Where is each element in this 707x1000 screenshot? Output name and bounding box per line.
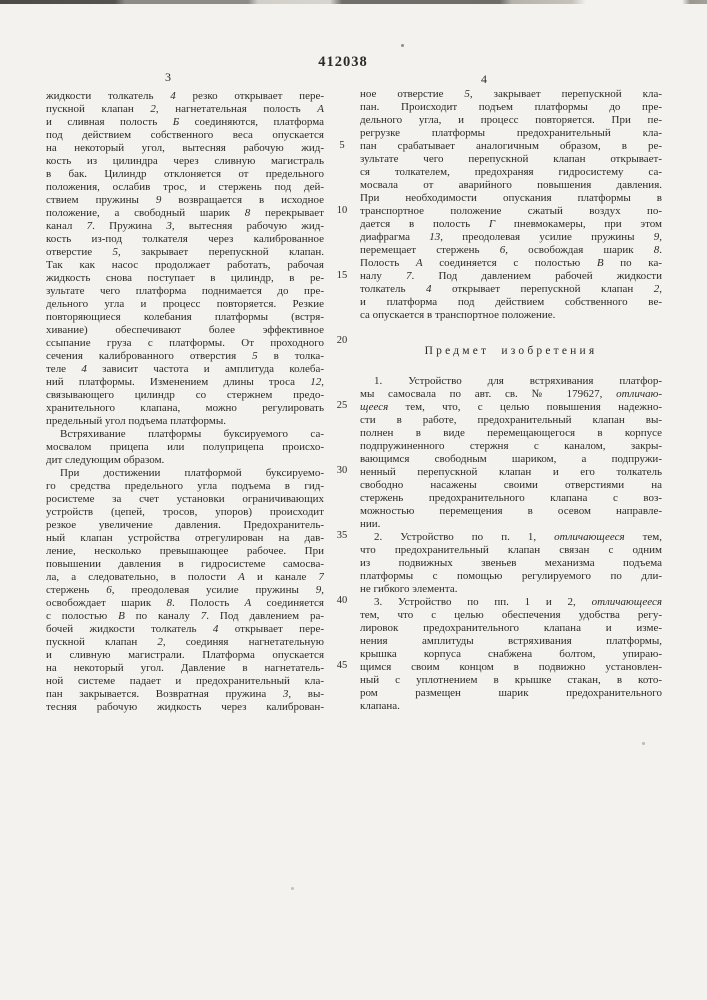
gutter-line-number: 5 xyxy=(339,140,345,151)
text-line: зультате чего платформа поднимается до пре- xyxy=(46,285,324,297)
right-column-text xyxy=(360,88,662,322)
text-line: дается в полость Г пневмокамеры, при этом xyxy=(360,218,662,230)
gutter-line-number: 35 xyxy=(336,530,348,541)
text-line: жидкости толкатель 4 резко открывает пере- xyxy=(46,90,324,102)
text-line: освобождает шарик 8. Полость А соединяется xyxy=(46,597,324,609)
claims-section-heading: Предмет изобретения xyxy=(424,345,598,357)
text-line: росистеме за счет установки ограничивающих xyxy=(46,493,324,505)
text-line: Встряхивание платформы буксируемого са- xyxy=(60,428,324,440)
gutter-line-number: 30 xyxy=(336,465,348,476)
text-line: пан закрывается. Возвратная пружина 3, вы- xyxy=(46,688,324,700)
gutter-line-number: 40 xyxy=(336,595,348,606)
text-line: ный клапан устройства отрегулирован на дав- xyxy=(46,532,324,544)
text-line: лировок предохранительного клапана и изме- xyxy=(360,622,662,634)
text-line: пускной клапан 2, соединяя нагнетательную xyxy=(46,636,324,648)
text-line: диафрагма 13, преодолевая усилие пружины 9, xyxy=(360,231,662,243)
scan-speck xyxy=(291,887,294,890)
text-line: стержень предохранительного клапана с воз- xyxy=(360,492,662,504)
text-line: щееся тем, что, с целью повышения надежно- xyxy=(360,401,662,413)
text-line: платформы с помощью регулируемого по дли- xyxy=(360,570,662,582)
text-line: 2. Устройство по п. 1, отличающееся тем, xyxy=(374,531,662,543)
text-line: регрузке платформы предохранительный кла- xyxy=(360,127,662,139)
text-line: повторяющиеся колебания платформы (встря- xyxy=(46,311,324,323)
text-line: вающимся свободным шариком, а подпружи- xyxy=(360,453,662,465)
text-line: тесняя рабочую жидкость через калиброван- xyxy=(46,701,324,713)
text-line: теле 4 зависит частота и амплитуда колеба- xyxy=(46,363,324,375)
text-line: из подвижных звеньев механизма подъема xyxy=(360,557,662,569)
text-line: сечения калиброванного отверстия 5 в толка- xyxy=(46,350,324,362)
text-line: хивание) обеспечивают более эффективное xyxy=(46,324,324,336)
text-line: мосвалом прицепа или полуприцепа происхо- xyxy=(46,441,324,453)
text-line: кость из цилиндра через сливную магистраль xyxy=(46,155,324,167)
scan-speck xyxy=(401,44,404,47)
text-line: не гибкого элемента. xyxy=(360,583,458,595)
text-line: щимся своим концом в подвижно установлен- xyxy=(360,661,662,673)
text-line: отверстие 5, закрывает перепускной клапан. xyxy=(46,246,324,258)
text-line: ла, а следовательно, в полости А и канале 7 xyxy=(46,571,324,583)
text-line: кость из-под толкателя через калиброванное xyxy=(46,233,324,245)
text-line: дит следующим образом. xyxy=(46,454,165,466)
gutter-line-number: 25 xyxy=(336,400,348,411)
gutter-line-number: 15 xyxy=(336,270,348,281)
text-line: са опускается в транспортное положение. xyxy=(360,309,556,321)
text-line: транспортное положение сжатый воздух по- xyxy=(360,205,662,217)
text-line: го средства предельного угла подъема в гид- xyxy=(46,480,324,492)
text-line: нии. xyxy=(360,518,381,530)
text-line: предельный угол подъема платформы. xyxy=(46,415,226,427)
column-number-left: 3 xyxy=(165,70,171,84)
text-line: ное отверстие 5, закрывает перепускной кла- xyxy=(360,88,662,100)
gutter-line-number: 10 xyxy=(336,205,348,216)
text-line: устройств (цепей, тросов, упоров) происходит xyxy=(46,506,324,518)
scan-speck xyxy=(642,742,645,745)
gutter-line-number: 45 xyxy=(336,660,348,671)
scan-artifact-top-edge xyxy=(0,0,707,4)
text-line: ссыпание груза с платформы. От проходного xyxy=(46,337,324,349)
left-column-text xyxy=(46,90,324,714)
text-line: нения амплитуды встряхивания платформы, xyxy=(360,635,662,647)
claims-text xyxy=(360,375,662,713)
text-line: ный с уплотнением в крышке стакан, в кото- xyxy=(360,674,662,686)
text-line: на некоторый угол. Давление в нагнетатель- xyxy=(46,662,324,674)
text-line: ром размещен шарик предохранительного xyxy=(360,687,662,699)
text-line: и платформа под действием собственного ве- xyxy=(360,296,662,308)
text-line: что предохранительный клапан связан с одним xyxy=(360,544,662,556)
text-line: можностью перемещения в осевом направле- xyxy=(360,505,662,517)
text-line: сти в работе, предохранительный клапан вы- xyxy=(360,414,662,426)
text-line: зультате чего перепускной клапан открывает- xyxy=(360,153,662,165)
text-line: дельного угла и процесс повторяется. Резкие xyxy=(46,298,324,310)
text-line: связывающего цилиндр со стержнем предо- xyxy=(46,389,324,401)
text-line: крышка корпуса снабжена болтом, упираю- xyxy=(360,648,662,660)
text-line: ление, несколько превышающее рабочее. При xyxy=(46,545,324,557)
text-line: тем, что с целью обеспечения удобства регу- xyxy=(360,609,662,621)
text-line: мосвала от аварийного повышения давления. xyxy=(360,179,662,191)
text-line: 1. Устройство для встряхивания платфор- xyxy=(374,375,662,387)
text-line: в бак. Цилиндр отклоняется от предельного xyxy=(46,168,324,180)
gutter-line-number: 20 xyxy=(336,335,348,346)
text-line: ний платформы. Изменением длины троса 12, xyxy=(46,376,324,388)
text-line: Так как насос продолжает работать, рабочая xyxy=(46,259,324,271)
text-line: и сливную магистрали. Платформа опускается xyxy=(46,649,324,661)
text-line: налу 7. Под давлением рабочей жидкости xyxy=(360,270,662,282)
text-line: Полость А соединяется с полостью В по ка- xyxy=(360,257,662,269)
text-line: положение, а свободный шарик 8 перекрывает xyxy=(46,207,324,219)
text-line: канал 7. Пружина 3, вытесняя рабочую жид- xyxy=(46,220,324,232)
patent-number: 412038 xyxy=(318,54,368,70)
text-line: под действием собственного веса опускается xyxy=(46,129,324,141)
text-line: ствием пружины 9 возвращается в исходное xyxy=(46,194,324,206)
text-line: пан срабатывает аналогичным образом, в ре- xyxy=(360,140,662,152)
text-line: 3. Устройство по пп. 1 и 2, отличающееся xyxy=(374,596,662,608)
text-line: ненный перепускной клапан и его толкатель xyxy=(360,466,662,478)
text-line: с полостью В по каналу 7. Под давлением ра- xyxy=(46,610,324,622)
text-line: пускной клапан 2, нагнетательная полость А xyxy=(46,103,324,115)
text-line: ся толкателем, предохраняя гидросистему са- xyxy=(360,166,662,178)
text-line: подпружиненного стержня с каналом, закры- xyxy=(360,440,662,452)
text-line: мы самосвала по авт. св. № 179627, отличаю- xyxy=(360,388,662,400)
text-line: и сливная полость Б соединяются, платформа xyxy=(46,116,324,128)
text-line: на некоторый угол, вытесняя рабочую жид- xyxy=(46,142,324,154)
text-line: повышении давления в гидросистеме самосва- xyxy=(46,558,324,570)
text-line: При достижении платформой буксируемо- xyxy=(60,467,324,479)
text-line: дельного угла, и процесс повторяется. При пе- xyxy=(360,114,662,126)
text-line: толкатель 4 открывает перепускной клапан 2, xyxy=(360,283,662,295)
text-line: свободно насажены своими отверстиями на xyxy=(360,479,662,491)
text-line: резкое увеличение давления. Предохранитель- xyxy=(46,519,324,531)
text-line: При необходимости опускания платформы в xyxy=(360,192,662,204)
text-line: хранительного клапана, можно регулировать xyxy=(46,402,324,414)
text-line: клапана. xyxy=(360,700,400,712)
text-line: перемещает стержень 6, освобождая шарик 8. xyxy=(360,244,662,256)
text-line: ной системе падает и предохранительный кла- xyxy=(46,675,324,687)
text-line: положения, ослабив трос, и стержень под дей- xyxy=(46,181,324,193)
text-line: пан. Происходит подъем платформы до пре- xyxy=(360,101,662,113)
text-line: полнен в виде перемещающегося в корпусе xyxy=(360,427,662,439)
text-line: жидкость снова поступает в цилиндр, в ре- xyxy=(46,272,324,284)
text-line: бочей жидкости толкатель 4 открывает пере- xyxy=(46,623,324,635)
text-line: стержень 6, преодолевая усилие пружины 9, xyxy=(46,584,324,596)
column-number-right: 4 xyxy=(481,72,487,86)
